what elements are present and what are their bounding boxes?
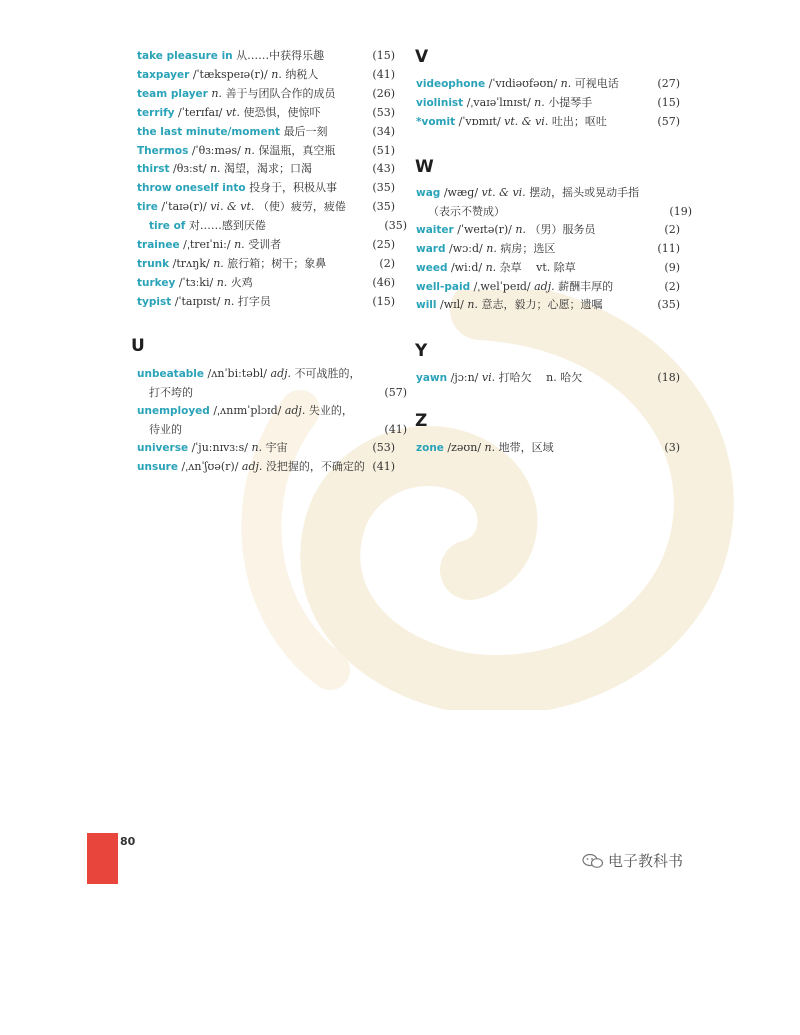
entry-headword: team player — [137, 87, 208, 100]
entry-page-ref: (26) — [372, 86, 395, 100]
entry-definition: 病房；选区 — [500, 242, 556, 256]
entry-pos: n. — [486, 242, 497, 256]
entry-page-ref: (27) — [657, 77, 680, 90]
entry-row — [137, 142, 395, 160]
entry-page-ref: (41) — [372, 67, 395, 81]
entry-pos: adj. — [534, 279, 555, 293]
entry-phonetic: /ˌtreɪˈniː/ — [183, 238, 231, 251]
entry-headword: will — [416, 299, 437, 312]
entry-pos: vt. — [225, 105, 240, 119]
entry-definition: 没把握的，不确定的 — [265, 460, 365, 473]
entry-row — [137, 160, 395, 178]
entry-pos: n. — [271, 67, 282, 81]
entry-phonetic: /ˈtaɪpɪst/ — [174, 294, 221, 308]
entry-headword: ward — [416, 243, 446, 256]
entry-definition: （男）服务员 — [529, 223, 596, 237]
section-letter-u: U — [131, 336, 145, 356]
entry-headword: waiter — [416, 224, 454, 237]
entry-headword: unbeatable — [137, 368, 205, 380]
entry-definition: 地带，区域 — [498, 441, 554, 454]
entry-phonetic: /zəʊn/ — [447, 441, 482, 454]
entry-row — [416, 259, 680, 277]
entry-phonetic: /wɪl/ — [440, 298, 464, 312]
entry-page-ref: (41) — [372, 460, 395, 473]
entry-phonetic: /ˈterɪfaɪ/ — [178, 105, 223, 119]
entry-pos: vi. & vt. — [210, 200, 255, 214]
entry-page-ref: (57) — [384, 385, 407, 399]
brand-text: 电子教科书 — [608, 852, 684, 870]
entry-headword: universe — [137, 442, 189, 455]
entry-headword: weed — [416, 261, 448, 274]
entry-page-ref: (57) — [657, 114, 680, 128]
entry-phonetic: /ˈweɪtə(r)/ — [457, 223, 512, 237]
entry-page-ref: (9) — [664, 260, 680, 274]
entry-row — [137, 439, 395, 457]
wechat-icon — [582, 853, 604, 869]
entry-pos: vi. — [481, 371, 496, 384]
entry-row — [416, 369, 680, 387]
entry-definition: 打字员 — [237, 294, 271, 308]
entry-headword: wag — [416, 187, 441, 199]
entry-page-ref: (35) — [384, 219, 407, 233]
entry-headword: Thermos — [137, 144, 189, 157]
entry-definition: 待业的 — [149, 422, 182, 436]
entry-pos: n. — [467, 298, 478, 312]
entry-definition: 小提琴手 — [548, 95, 593, 109]
entry-headword: well-paid — [416, 280, 471, 293]
entry-headword: zone — [416, 442, 444, 454]
entry-row — [137, 198, 395, 216]
section-letter-w: W — [415, 157, 434, 177]
entry-headword: throw oneself into — [137, 182, 246, 195]
entry-pos: n. — [234, 238, 245, 251]
entry-row — [416, 221, 680, 239]
entry-page-ref: (2) — [379, 256, 395, 270]
entry-definition: 不可战胜的， — [294, 367, 361, 380]
entry-headword: turkey — [137, 276, 176, 289]
entry-phonetic: /wæɡ/ — [443, 186, 479, 199]
entry-row — [137, 421, 407, 439]
entry-row — [416, 94, 680, 112]
entry-page-ref: (53) — [372, 105, 395, 119]
entry-row — [137, 66, 395, 84]
entry-pos: n. — [515, 223, 526, 237]
entry-definition: 从……中获得乐趣 — [236, 49, 325, 62]
entry-pos: adj. — [270, 367, 292, 380]
entry-definition: 打哈欠 n. 哈欠 — [498, 371, 583, 384]
entry-row — [137, 293, 395, 311]
entry-pos: n. — [560, 77, 572, 90]
entry-row — [137, 274, 395, 292]
entry-page-ref: (51) — [372, 143, 395, 157]
entry-page-ref: (53) — [372, 441, 395, 455]
entry-row — [416, 184, 680, 202]
entry-headword: tire — [137, 201, 158, 214]
entry-headword: unemployed — [137, 405, 210, 418]
entry-row — [137, 85, 395, 103]
entry-phonetic: /wiːd/ — [450, 260, 483, 274]
entry-pos: adj. — [284, 404, 306, 418]
entry-headword: trainee — [137, 239, 180, 251]
entry-definition: 宇宙 — [265, 441, 288, 455]
entry-row — [137, 104, 395, 122]
entry-definition: （表示不赞成） — [428, 204, 505, 218]
entry-headword: videophone — [416, 78, 486, 90]
entry-page-ref: (35) — [657, 298, 680, 312]
entry-headword: unsure — [137, 461, 178, 473]
entry-row — [137, 123, 395, 141]
entry-phonetic: /ˈtaɪə(r)/ — [161, 200, 207, 214]
entry-row — [137, 365, 395, 383]
entry-definition: 对……感到厌倦 — [188, 219, 266, 233]
entry-headword: violinist — [416, 96, 464, 109]
entry-row — [416, 75, 680, 93]
entry-row — [137, 217, 407, 235]
section-letter-v: V — [415, 47, 429, 67]
entry-definition: 薪酬丰厚的 — [558, 279, 614, 293]
entry-pos: n. — [534, 95, 545, 109]
section-letter-y: Y — [415, 341, 428, 361]
entry-pos: n. — [223, 294, 235, 308]
entry-definition: 摆动，摇头或晃动手指 — [529, 186, 640, 199]
entry-phonetic: /ʌnˈbiːtəbl/ — [207, 367, 268, 380]
entry-definition: 旅行箱；树干；象鼻 — [227, 256, 327, 270]
entry-phonetic: /wɔːd/ — [448, 242, 483, 256]
entry-pos: n. — [216, 275, 228, 289]
entry-definition: 使恐惧，使惊吓 — [243, 105, 321, 119]
entry-headword: take pleasure in — [137, 50, 233, 62]
entry-page-ref: (25) — [372, 238, 395, 251]
entry-row — [137, 179, 395, 197]
entry-headword: *vomit — [416, 115, 456, 128]
entry-pos: n. — [213, 256, 224, 270]
entry-definition: 吐出；呕吐 — [551, 114, 607, 128]
entry-phonetic: /ˈtɜːki/ — [178, 275, 214, 289]
entry-definition: 意志，毅力；心愿；遗嘱 — [481, 298, 603, 312]
entry-pos: n. — [251, 441, 263, 455]
entry-page-ref: (11) — [657, 242, 680, 256]
entry-row — [137, 458, 395, 476]
entry-phonetic: /ˌʌnˈʃʊə(r)/ — [181, 460, 239, 473]
entry-headword: tire of — [149, 220, 186, 233]
entry-page-ref: (18) — [657, 371, 680, 384]
entry-page-ref: (3) — [664, 441, 680, 454]
entry-row — [137, 402, 395, 420]
entry-pos: n. — [485, 260, 497, 274]
entry-row — [416, 439, 680, 457]
entry-definition: 可视电话 — [574, 77, 619, 90]
entry-pos: vt. & vi. — [504, 114, 549, 128]
section-letter-z: Z — [415, 411, 428, 431]
entry-page-ref: (2) — [664, 279, 680, 293]
entry-pos: adj. — [241, 460, 263, 473]
entry-definition: 纳税人 — [285, 67, 319, 81]
entry-page-ref: (15) — [372, 49, 395, 62]
entry-page-ref: (15) — [657, 95, 680, 109]
entry-phonetic: /ˈvɪdiəʊfəʊn/ — [488, 77, 558, 90]
entry-phonetic: /ˈvɒmɪt/ — [458, 114, 501, 128]
entry-definition: （使）疲劳，疲倦 — [257, 200, 346, 214]
entry-phonetic: /ˈjuːnɪvɜːs/ — [191, 441, 248, 455]
entry-row — [416, 203, 692, 221]
entry-definition: 打不垮的 — [149, 385, 193, 399]
entry-page-ref: (2) — [664, 223, 680, 237]
entry-phonetic: /jɔːn/ — [450, 371, 479, 384]
entry-row — [416, 113, 680, 131]
entry-page-ref: (34) — [372, 124, 395, 138]
entry-headword: typist — [137, 295, 172, 308]
entry-page-ref: (19) — [669, 204, 692, 218]
entry-phonetic: /trʌŋk/ — [172, 256, 210, 270]
entry-page-ref: (35) — [372, 200, 395, 214]
entry-phonetic: /ˌʌnɪmˈplɔɪd/ — [213, 404, 282, 418]
entry-phonetic: /θɜːst/ — [173, 162, 207, 176]
entry-headword: terrify — [137, 106, 175, 119]
entry-phonetic: /ˈθɜːməs/ — [191, 143, 241, 157]
entry-row — [416, 296, 680, 314]
swirl-watermark — [180, 290, 740, 710]
entry-page-ref: (35) — [372, 181, 395, 195]
entry-page-ref: (46) — [372, 275, 395, 289]
entry-definition: 失业的， — [308, 404, 353, 418]
entry-definition: 杂草 vt. 除草 — [499, 260, 576, 274]
entry-definition: 受训者 — [248, 238, 282, 251]
entry-definition: 投身于，积极从事 — [249, 181, 338, 195]
entry-definition: 保温瓶，真空瓶 — [258, 143, 336, 157]
entry-row — [137, 47, 395, 65]
entry-page-ref: (41) — [384, 422, 407, 436]
entry-phonetic: /ˈtækspeɪə(r)/ — [192, 67, 268, 81]
entry-pos: n. — [211, 86, 222, 100]
page-number: 80 — [120, 835, 136, 848]
entry-definition: 最后一刻 — [283, 124, 328, 138]
entry-row — [137, 255, 395, 273]
entry-headword: the last minute/moment — [137, 125, 281, 138]
entry-row — [416, 278, 680, 296]
entry-phonetic: /ˌvaɪəˈlɪnɪst/ — [466, 95, 531, 109]
entry-row — [416, 240, 680, 258]
entry-row — [137, 236, 395, 254]
entry-pos: n. — [484, 441, 496, 454]
entry-page-ref: (15) — [372, 294, 395, 308]
entry-headword: trunk — [137, 257, 170, 270]
entry-page-ref: (43) — [372, 162, 395, 176]
entry-phonetic: /ˌwelˈpeɪd/ — [473, 279, 531, 293]
entry-pos: n. — [209, 162, 221, 176]
entry-definition: 善于与团队合作的成员 — [225, 86, 336, 100]
brand-watermark — [582, 850, 683, 871]
entry-headword: yawn — [416, 372, 448, 384]
entry-headword: thirst — [137, 163, 170, 176]
page-number-bar — [87, 833, 118, 884]
entry-pos: n. — [244, 143, 255, 157]
entry-definition: 火鸡 — [230, 275, 253, 289]
entry-headword: taxpayer — [137, 68, 190, 81]
entry-pos: vt. & vi. — [481, 186, 526, 199]
entry-row — [137, 384, 407, 402]
entry-definition: 渴望，渴求；口渴 — [224, 162, 313, 176]
